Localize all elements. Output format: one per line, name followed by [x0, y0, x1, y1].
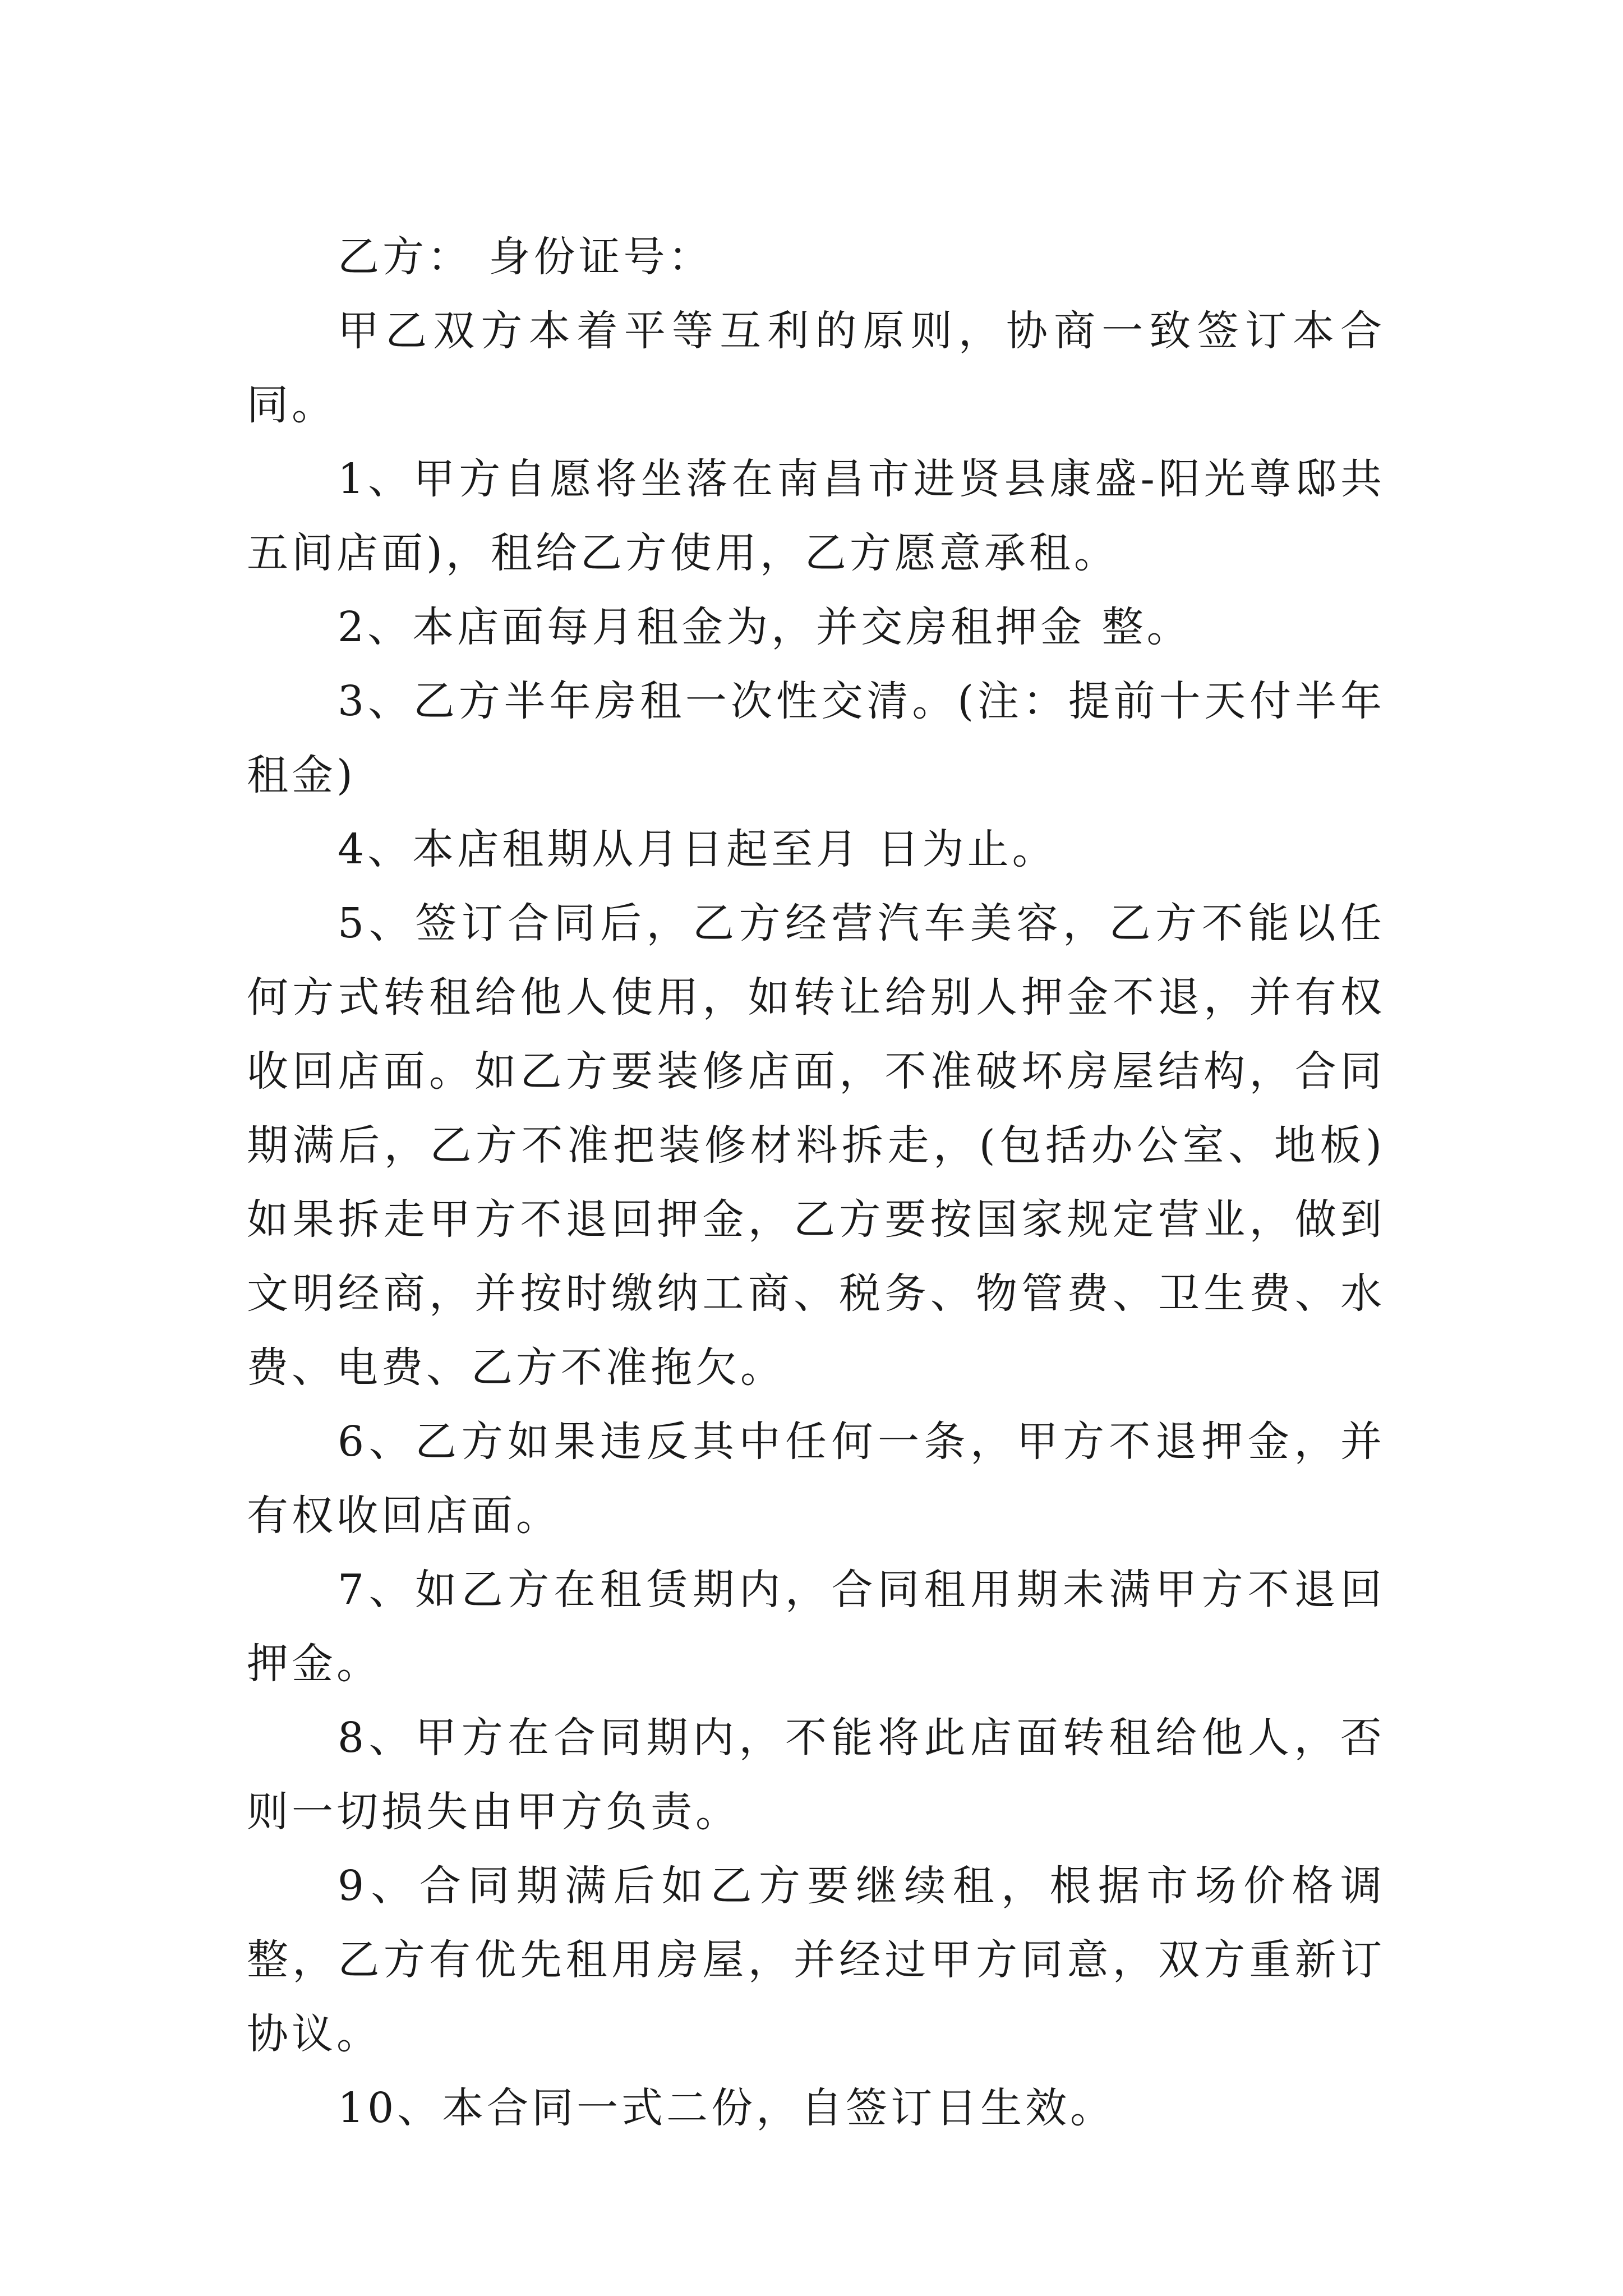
clause-4: 4、本店租期从月日起至月 日为止。 — [338, 825, 1057, 873]
clause-9: 9、合同期满后如乙方要继续租，根据市场价格调整，乙方有优先租用房屋，并经过甲方同意，双方重新订协议。 — [247, 1862, 1385, 2058]
clause-3: 3、乙方半年房租一次性交清。(注：提前十天付半年租金) — [247, 677, 1385, 799]
intro-paragraph: 甲乙双方本着平等互利的原则，协商一致签订本合同。 — [247, 307, 1385, 429]
contract-body — [247, 220, 1385, 2145]
clause-8: 8、甲方在合同期内，不能将此店面转租给他人，否则一切损失由甲方负责。 — [247, 1714, 1385, 1836]
clause-2: 2、本店面每月租金为，并交房租押金 整。 — [338, 603, 1192, 651]
clause-6: 6、乙方如果违反其中任何一条，甲方不退押金，并有权收回店面。 — [247, 1418, 1385, 1540]
clause-10: 10、本合同一式二份，自签订日生效。 — [338, 2084, 1115, 2132]
clause-1: 1、甲方自愿将坐落在南昌市进贤县康盛-阳光尊邸共五间店面)，租给乙方使用，乙方愿意承租。 — [247, 455, 1385, 577]
clause-5: 5、签订合同后，乙方经营汽车美容，乙方不能以任何方式转租给他人使用，如转让给别人押金不退，并有权收回店面。如乙方要装修店面，不准破坏房屋结构，合同期满后，乙方不准把装修材料拆走，(包括办公室、地板)如果拆走甲方不退回押金，乙方要按国家规定营业，做到文明经商，并按时缴纳工商、税务、物管费、卫生费、水费、电费、乙方不准拖欠。 — [247, 899, 1385, 1392]
party-b-id-line: 乙方： 身份证号： — [338, 233, 713, 281]
clause-7: 7、如乙方在租赁期内，合同租用期未满甲方不退回押金。 — [247, 1566, 1385, 1688]
